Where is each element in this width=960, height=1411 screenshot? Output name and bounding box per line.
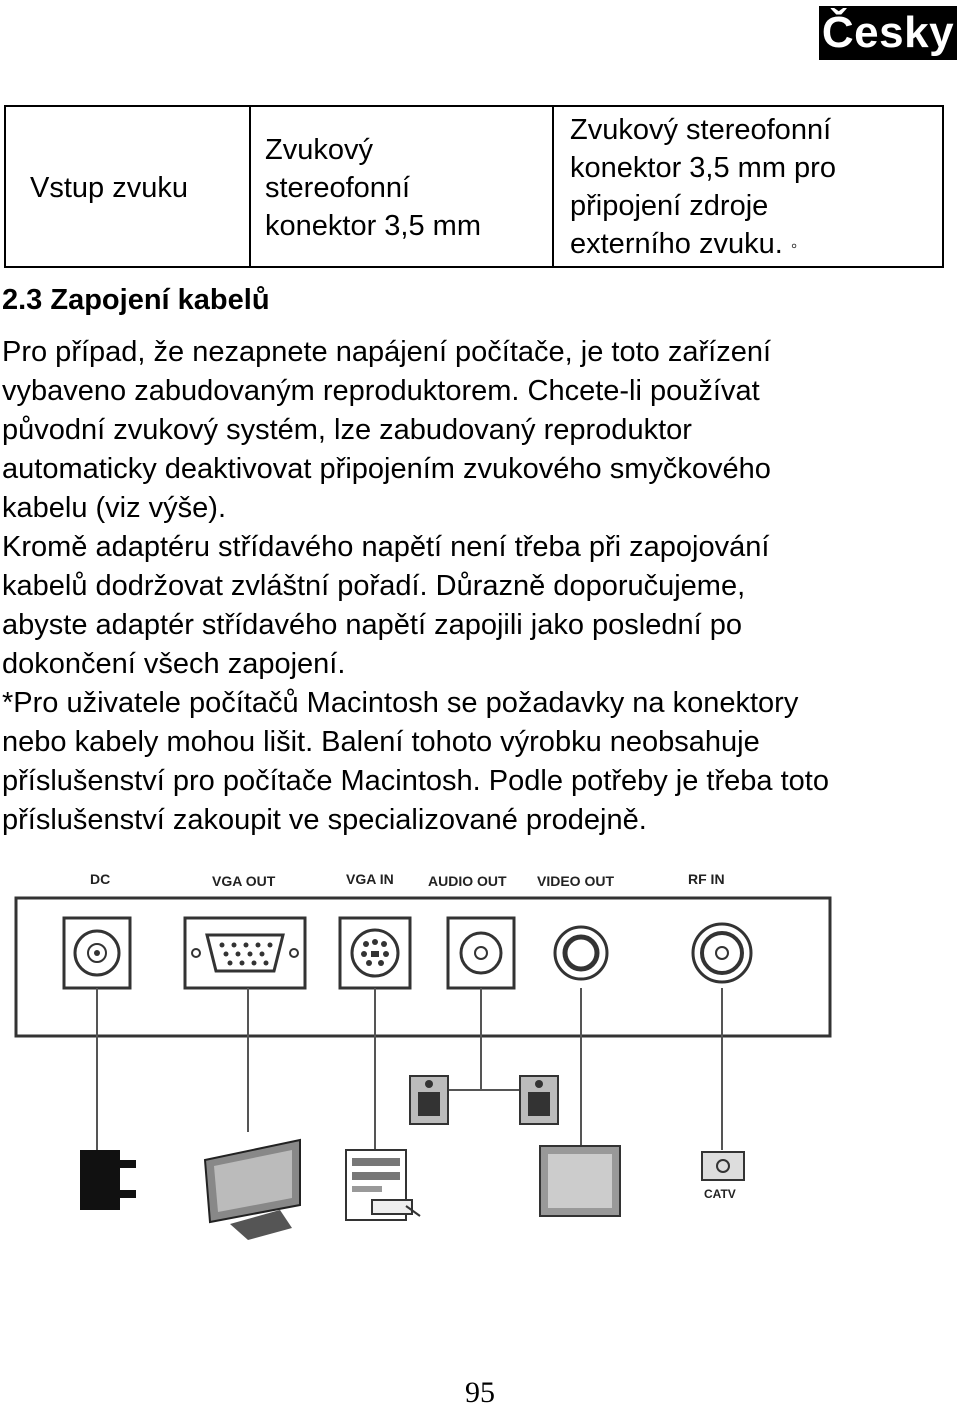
port-label-video-out: VIDEO OUT bbox=[537, 873, 615, 889]
spec-desc-line: Zvukový stereofonní bbox=[570, 114, 832, 146]
spec-type-line: Zvukový bbox=[265, 133, 373, 166]
port-label-dc: DC bbox=[90, 871, 111, 887]
port-label-rf-in: RF IN bbox=[688, 871, 725, 887]
text-line: kabelu (viz výše). bbox=[2, 492, 227, 524]
port-label-vga-out: VGA OUT bbox=[212, 873, 276, 889]
language-badge: Česky bbox=[819, 6, 957, 60]
table-row bbox=[5, 106, 943, 267]
catv-label: CATV bbox=[704, 1187, 736, 1201]
text-line: kabelů dodržovat zvláštní pořadí. Důrazně doporučujeme, bbox=[2, 570, 746, 602]
spec-desc-line bbox=[570, 225, 930, 264]
connection-diagram bbox=[0, 860, 960, 1240]
spec-type-line: stereofonní bbox=[265, 171, 411, 204]
text-line: původní zvukový systém, lze zabudovaný reproduktor bbox=[2, 414, 692, 446]
text-line: dokončení všech zapojení. bbox=[2, 648, 346, 680]
spec-type-cell bbox=[250, 106, 553, 267]
text-line: nebo kabely mohou lišit. Balení tohoto výrobku neobsahuje bbox=[2, 726, 760, 758]
text-line: Pro případ, že nezapnete napájení počítače, je toto zařízení bbox=[2, 336, 772, 368]
body-paragraph bbox=[2, 333, 960, 840]
tv-icon bbox=[540, 1146, 620, 1216]
text-line: abyste adaptér střídavého napětí zapojili jako poslední po bbox=[2, 609, 742, 641]
spec-desc-cell bbox=[553, 106, 943, 267]
spec-desc-line: konektor 3,5 mm pro bbox=[570, 152, 836, 184]
section-title: 2.3 Zapojení kabelů bbox=[2, 284, 270, 316]
text-line: vybaveno zabudovaným reproduktorem. Chcete-li používat bbox=[2, 375, 760, 407]
spec-desc-line: připojení zdroje bbox=[570, 190, 769, 222]
port-label-audio-out: AUDIO OUT bbox=[428, 873, 507, 889]
spec-name-cell: Vstup zvuku bbox=[5, 106, 250, 267]
power-adapter-icon bbox=[80, 1150, 136, 1210]
monitor-icon bbox=[205, 1140, 300, 1240]
text-line: *Pro uživatele počítačů Macintosh se požadavky na konektory bbox=[2, 687, 799, 719]
speakers-icon bbox=[410, 1076, 558, 1124]
text-line: automaticky deaktivovat připojením zvukového smyčkového bbox=[2, 453, 771, 485]
catv-socket-icon bbox=[702, 1152, 744, 1201]
port-label-vga-in: VGA IN bbox=[346, 871, 394, 887]
text-line: příslušenství zakoupit ve specializované prodejně. bbox=[2, 804, 647, 836]
text-line: příslušenství pro počítače Macintosh. Podle potřeby je třeba toto bbox=[2, 765, 829, 797]
circle-mark-icon: ◦ bbox=[790, 235, 798, 256]
page-number: 95 bbox=[465, 1376, 495, 1409]
spec-desc-line-text: externího zvuku. bbox=[570, 228, 783, 260]
spec-table bbox=[4, 105, 944, 268]
text-line: Kromě adaptéru střídavého napětí není třeba při zapojování bbox=[2, 531, 770, 563]
computer-icon bbox=[346, 1150, 420, 1220]
spec-type-line: konektor 3,5 mm bbox=[265, 209, 481, 242]
